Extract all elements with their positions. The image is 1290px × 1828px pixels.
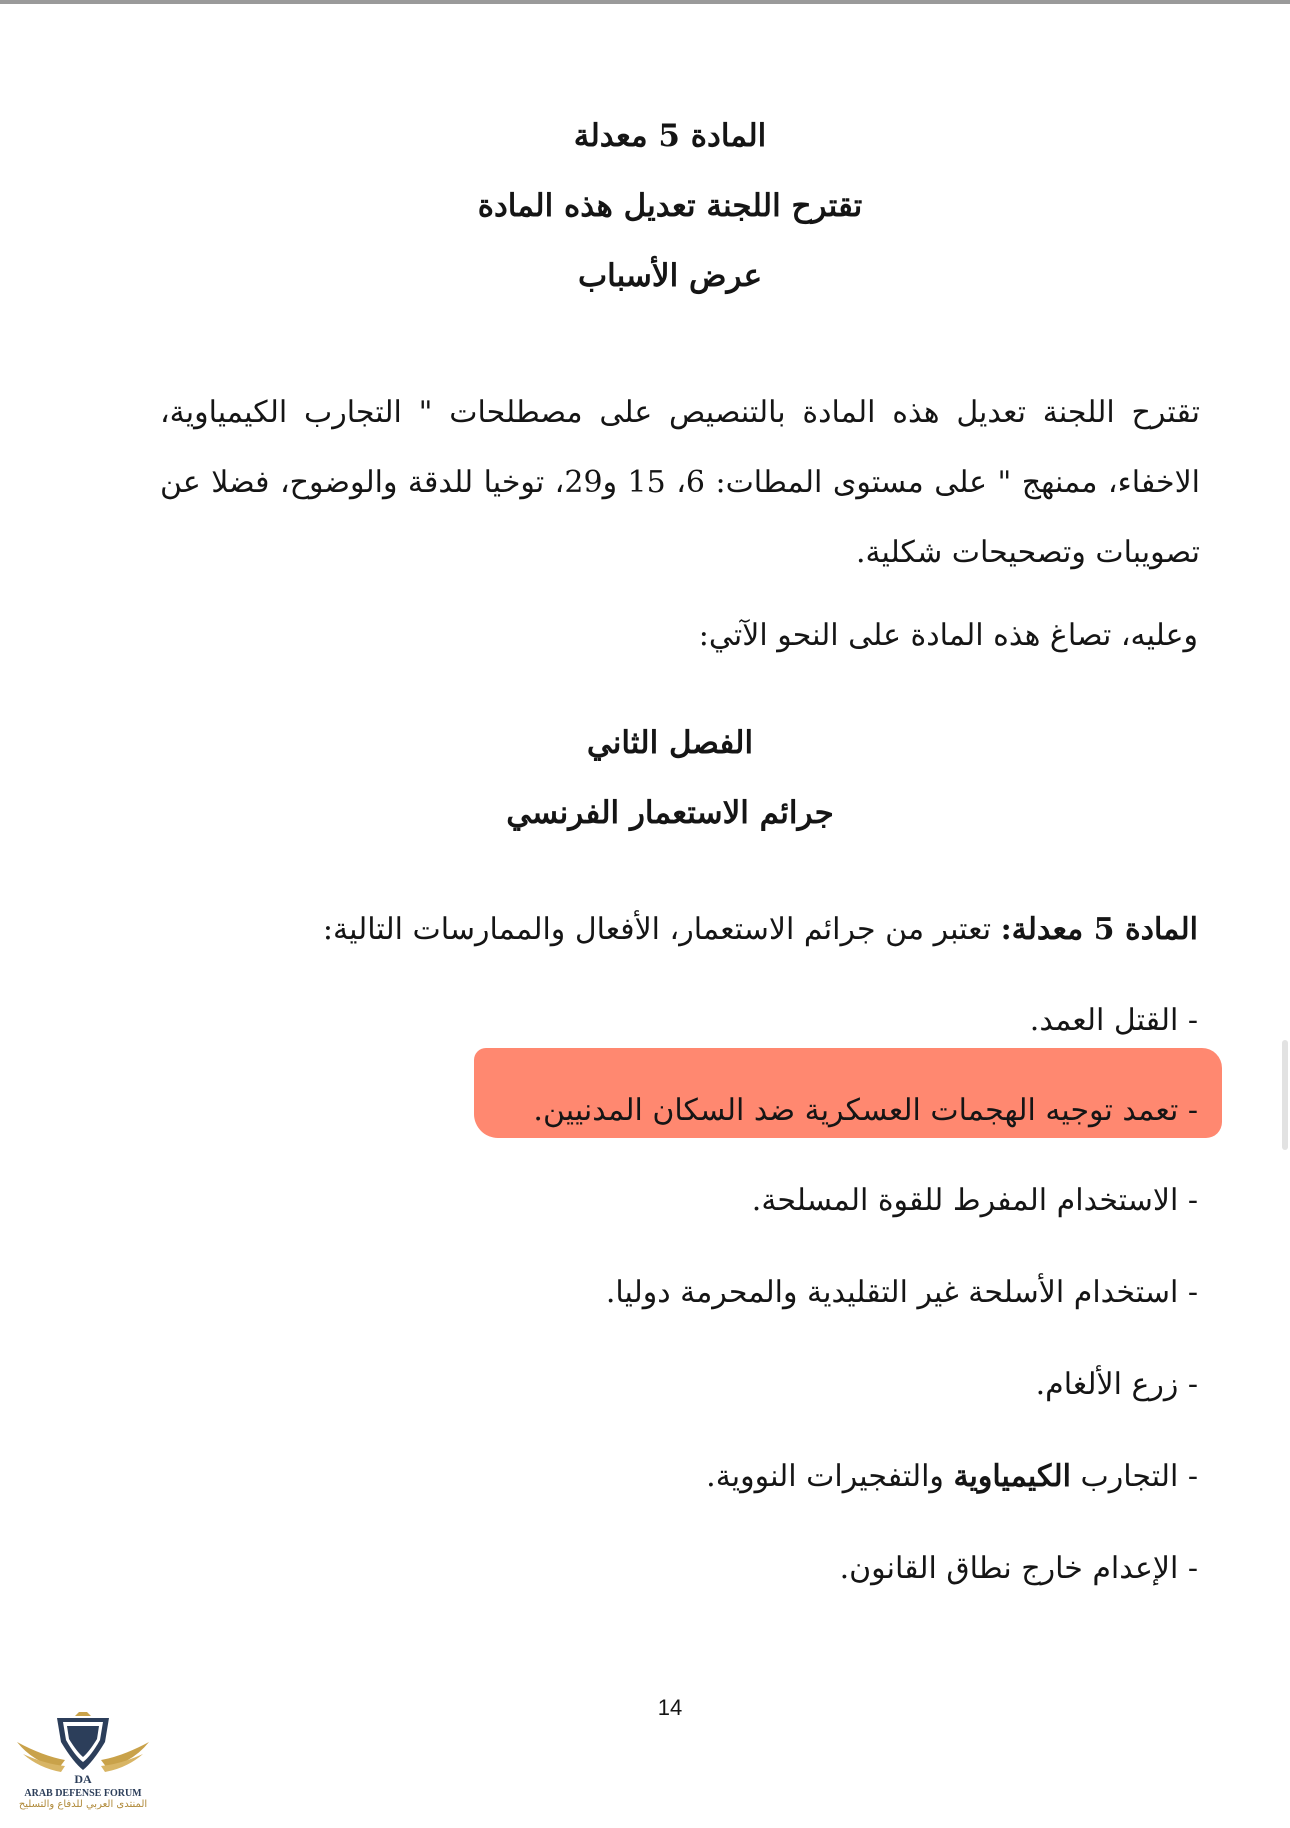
committee-proposal-heading: تقترح اللجنة تعديل هذه المادة <box>477 188 863 224</box>
watermark-logo <box>8 1712 158 1828</box>
list-item <box>706 1459 1198 1494</box>
reasons-paragraph: تقترح اللجنة تعديل هذه المادة بالتنصيص على مصطلحات " التجارب الكيمياوية، الاخفاء، ممنهج " على مستوى المطات: 6، 15 و29، توخيا للدقة والوضوح، فضلا عن تصويبات وتصحيحات شكلية. <box>160 395 1201 570</box>
list-item-bold-word: الكيمياوية <box>953 1459 1072 1494</box>
article-title: المادة 5 معدلة <box>573 118 767 154</box>
list-item: - الإعدام خارج نطاق القانون. <box>839 1551 1198 1586</box>
logo-arabic-text: المنتدى العربي للدفاع والتسليح <box>18 1799 148 1810</box>
list-item-highlighted: - تعمد توجيه الهجمات العسكرية ضد السكان المدنيين. <box>533 1093 1198 1128</box>
article-label: المادة 5 معدلة: <box>1000 912 1198 947</box>
reasons-heading: عرض الأسباب <box>577 258 763 294</box>
chapter-subtitle: جرائم الاستعمار الفرنسي <box>506 795 834 831</box>
scrollbar[interactable] <box>1282 1040 1288 1150</box>
list-item: - زرع الألغام. <box>1035 1367 1198 1402</box>
page-number: 14 <box>657 1695 683 1720</box>
article-intro-text: تعتبر من جرائم الاستعمار، الأفعال والممارسات التالية: <box>322 912 1001 947</box>
logo-emblem-icon <box>13 1712 153 1786</box>
chapter-title: الفصل الثاني <box>586 725 754 761</box>
drafting-line: وعليه، تصاغ هذه المادة على النحو الآتي: <box>698 618 1198 653</box>
list-item: - استخدام الأسلحة غير التقليدية والمحرمة دوليا. <box>605 1275 1198 1310</box>
logo-english-text: ARAB DEFENSE FORUM <box>24 1788 142 1799</box>
list-item-prefix: - التجارب <box>1071 1459 1198 1494</box>
article-intro <box>323 912 1198 947</box>
list-item: - القتل العمد. <box>1029 1003 1198 1038</box>
svg-text:DA: DA <box>74 1772 92 1786</box>
list-item-suffix: والتفجيرات النووية. <box>706 1459 954 1494</box>
list-item: - الاستخدام المفرط للقوة المسلحة. <box>751 1183 1198 1218</box>
